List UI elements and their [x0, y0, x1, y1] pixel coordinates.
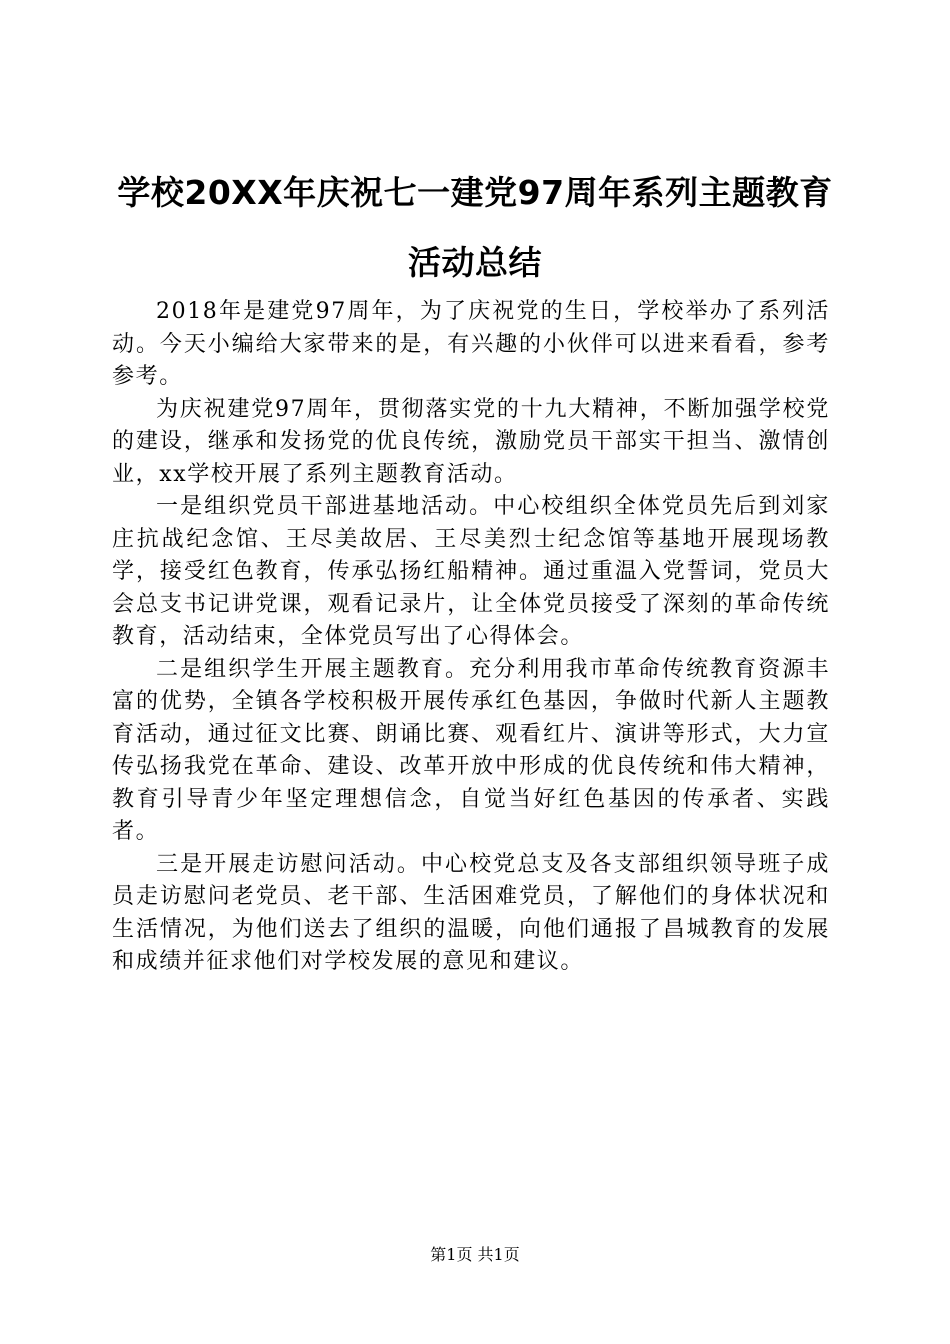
paragraph-purpose: 为庆祝建党97周年，贯彻落实党的十九大精神，不断加强学校党的建设，继承和发扬党的优良传统，激励党员干部实干担当、激情创业，xx学校开展了系列主题教育活动。	[112, 396, 830, 487]
paragraph-activity-one: 一是组织党员干部进基地活动。中心校组织全体党员先后到刘家庄抗战纪念馆、王尽美故居、王尽美烈士纪念馆等基地开展现场教学，接受红色教育，传承弘扬红船精神。通过重温入党誓词，党员大会总支书记讲党课，观看记录片，让全体党员接受了深刻的革命传统教育，活动结束，全体党员写出了心得体会。	[112, 494, 830, 649]
paragraph-activity-three: 三是开展走访慰问活动。中心校党总支及各支部组织领导班子成员走访慰问老党员、老干部、生活困难党员，了解他们的身体状况和生活情况，为他们送去了组织的温暖，向他们通报了昌城教育的发展和成绩并征求他们对学校发展的意见和建议。	[112, 851, 830, 974]
document-title: 学校20XX年庆祝七一建党97周年系列主题教育活动总结	[117, 173, 833, 282]
paragraph-activity-two: 二是组织学生开展主题教育。充分利用我市革命传统教育资源丰富的优势，全镇各学校积极开展传承红色基因，争做时代新人主题教育活动，通过征文比赛、朗诵比赛、观看红片、演讲等形式，大力宣传弘扬我党在革命、建设、改革开放中形成的优良传统和伟大精神，教育引导青少年坚定理想信念，自觉当好红色基因的传承者、实践者。	[112, 656, 830, 844]
page-number-footer: 第1页 共1页	[430, 1245, 520, 1264]
paragraph-intro: 2018年是建党97周年，为了庆祝党的生日，学校举办了系列活动。今天小编给大家带来的是，有兴趣的小伙伴可以进来看看，参考参考。	[112, 299, 830, 389]
document-body	[112, 296, 830, 979]
